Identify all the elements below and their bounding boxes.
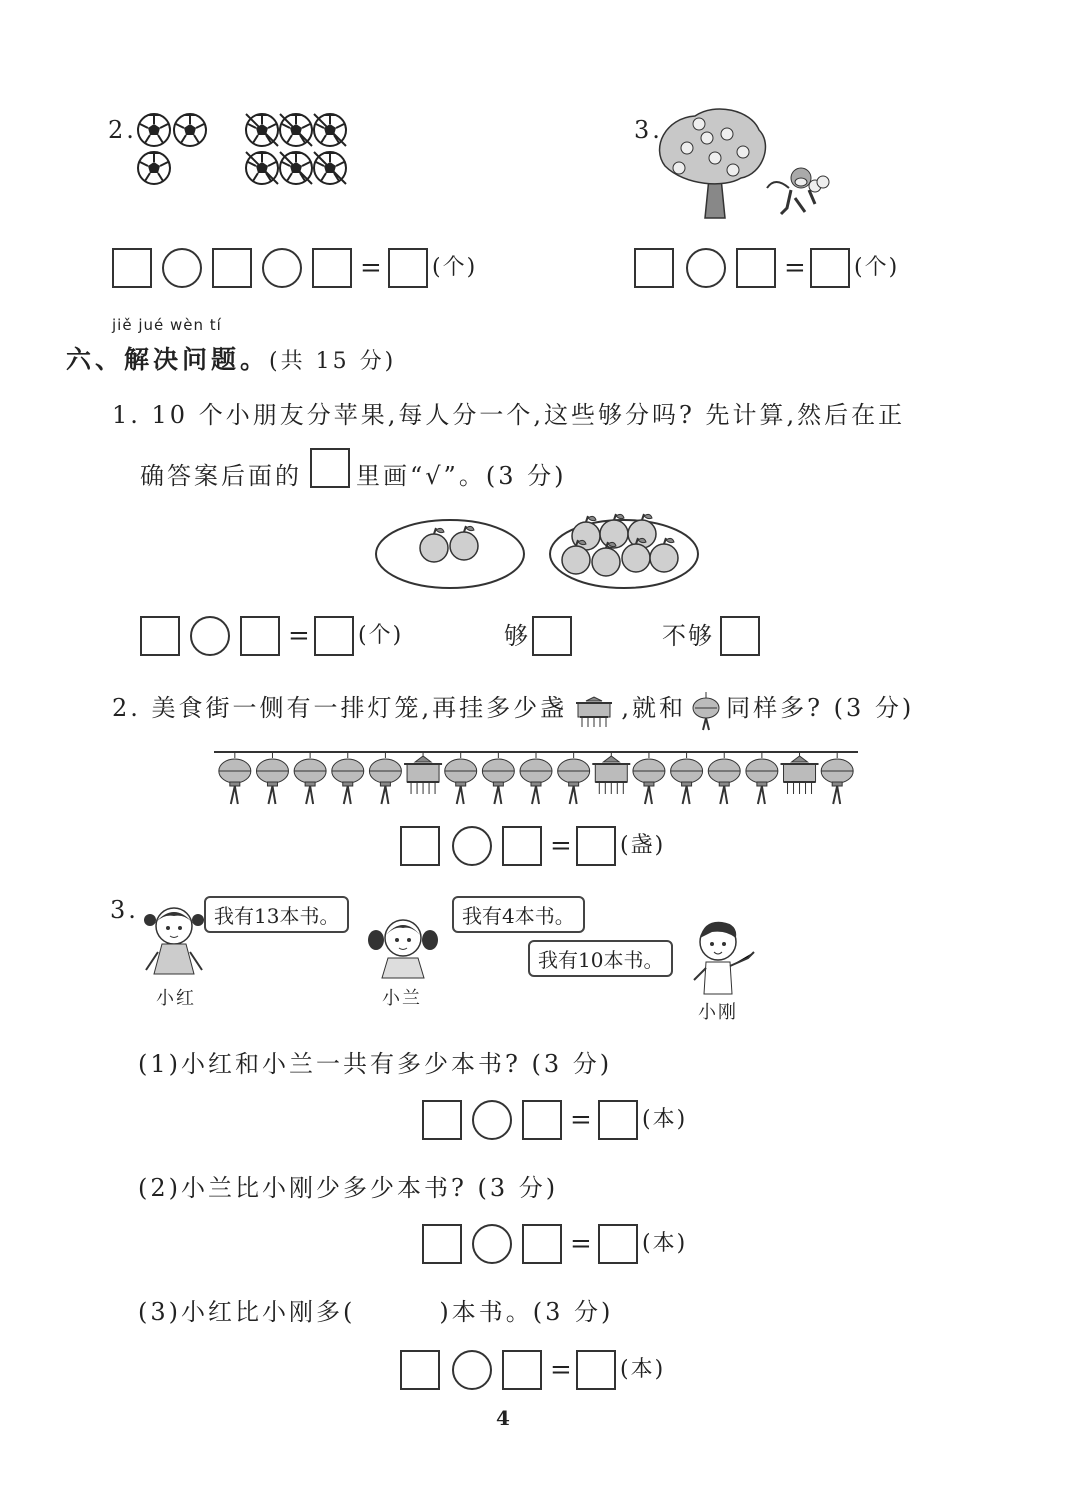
equals-sign: = xyxy=(360,253,382,283)
q3-number: 3. xyxy=(634,116,663,144)
p3-number: 3. xyxy=(110,896,139,924)
answer-box[interactable] xyxy=(240,616,280,656)
answer-box[interactable] xyxy=(576,1350,616,1390)
p1-line1: 1. 10 个小朋友分苹果,每人分一个,这些够分吗? 先计算,然后在正 xyxy=(112,401,906,429)
red-lantern-icon xyxy=(445,752,477,804)
operator-circle[interactable] xyxy=(190,616,230,656)
p2-text-c: 同样多? (3 分) xyxy=(726,694,915,722)
answer-box[interactable] xyxy=(598,1224,638,1264)
answer-box[interactable] xyxy=(634,248,674,288)
unit-label: (个) xyxy=(854,255,900,280)
p3-sub2: (2)小兰比小刚少多少本书? (3 分) xyxy=(138,1174,559,1202)
red-lantern-icon xyxy=(482,752,514,804)
p1-line2-a: 确答案后面的 xyxy=(140,462,302,490)
red-lantern-icon xyxy=(671,752,703,804)
palace-lantern-icon xyxy=(572,695,616,729)
equals-sign: = xyxy=(570,1229,592,1259)
answer-box[interactable] xyxy=(314,616,354,656)
soccer-ball-icon xyxy=(138,114,206,184)
p2-text-b: ,就和 xyxy=(621,694,686,722)
answer-box[interactable] xyxy=(576,826,616,866)
palace-lantern-icon xyxy=(404,752,442,794)
answer-box[interactable] xyxy=(522,1224,562,1264)
equals-sign: = xyxy=(550,1355,572,1385)
operator-circle[interactable] xyxy=(162,248,202,288)
section-title: 六、解决问题。 xyxy=(66,345,270,374)
apple-plates-figure xyxy=(370,512,710,592)
red-lantern-icon xyxy=(708,752,740,804)
equals-sign: = xyxy=(550,831,572,861)
section-pinyin: jiě jué wèn tí xyxy=(112,316,222,334)
answer-box[interactable] xyxy=(400,826,440,866)
p2-text-a: 2. 美食街一侧有一排灯笼,再挂多少盏 xyxy=(112,694,568,722)
unit-label: (本) xyxy=(642,1107,688,1132)
operator-circle[interactable] xyxy=(472,1100,512,1140)
equals-sign: = xyxy=(784,253,806,283)
not-enough-label: 不够 xyxy=(662,622,714,650)
operator-circle[interactable] xyxy=(686,248,726,288)
xiaolan-figure xyxy=(362,910,444,980)
not-enough-checkbox[interactable] xyxy=(720,616,760,656)
answer-box[interactable] xyxy=(212,248,252,288)
p1-line2-b: 里画“√”。(3 分) xyxy=(356,462,567,490)
apple-tree-monkey-figure xyxy=(655,108,835,223)
unit-label: (本) xyxy=(620,1357,666,1382)
tree-icon xyxy=(660,109,766,218)
palace-lantern-icon xyxy=(781,752,819,794)
checkbox-sample xyxy=(310,448,350,488)
section-heading xyxy=(66,340,396,376)
xiaohong-figure xyxy=(134,898,214,978)
operator-circle[interactable] xyxy=(262,248,302,288)
xiaolan-name: 小兰 xyxy=(382,988,422,1009)
page-number: 4 xyxy=(496,1406,510,1430)
answer-box[interactable] xyxy=(502,1350,542,1390)
red-lantern-icon xyxy=(294,752,326,804)
crossed-soccer-ball-icon xyxy=(246,114,346,184)
xiaohong-speech-bubble: 我有13本书。 xyxy=(204,896,349,933)
plate-icon xyxy=(376,520,524,588)
red-lantern-icon xyxy=(691,692,721,732)
red-lantern-icon xyxy=(821,752,853,804)
red-lantern-icon xyxy=(558,752,590,804)
answer-box[interactable] xyxy=(312,248,352,288)
answer-box[interactable] xyxy=(598,1100,638,1140)
xiaogang-name: 小刚 xyxy=(698,1002,738,1023)
answer-box[interactable] xyxy=(810,248,850,288)
red-lantern-icon xyxy=(520,752,552,804)
soccer-balls-figure xyxy=(130,108,360,188)
p3-sub3 xyxy=(138,1292,613,1327)
section-score: (共 15 分) xyxy=(269,349,397,374)
answer-box[interactable] xyxy=(502,826,542,866)
p2-question xyxy=(112,688,914,732)
unit-label: (个) xyxy=(358,623,404,648)
answer-box[interactable] xyxy=(422,1100,462,1140)
red-lantern-icon xyxy=(256,752,288,804)
answer-box[interactable] xyxy=(112,248,152,288)
red-lantern-icon xyxy=(219,752,251,804)
unit-label: (个) xyxy=(432,255,478,280)
equals-sign: = xyxy=(570,1105,592,1135)
p3-sub3-a: (3)小红比小刚多( xyxy=(138,1298,356,1326)
unit-label: (本) xyxy=(642,1231,688,1256)
answer-box[interactable] xyxy=(422,1224,462,1264)
operator-circle[interactable] xyxy=(452,1350,492,1390)
xiaohong-name: 小红 xyxy=(156,988,196,1009)
p3-sub3-b: )本书。(3 分) xyxy=(439,1298,614,1326)
enough-label: 够 xyxy=(504,622,530,650)
red-lantern-icon xyxy=(332,752,364,804)
q2-number: 2. xyxy=(108,116,137,144)
operator-circle[interactable] xyxy=(472,1224,512,1264)
operator-circle[interactable] xyxy=(452,826,492,866)
answer-box[interactable] xyxy=(140,616,180,656)
answer-box[interactable] xyxy=(522,1100,562,1140)
lantern-row-figure xyxy=(210,744,862,810)
red-lantern-icon xyxy=(369,752,401,804)
xiaogang-speech-bubble: 我有10本书。 xyxy=(528,940,673,977)
answer-box[interactable] xyxy=(736,248,776,288)
unit-label: (盏) xyxy=(620,833,666,858)
red-lantern-icon xyxy=(746,752,778,804)
xiaolan-speech-bubble: 我有4本书。 xyxy=(452,896,585,933)
xiaogang-figure xyxy=(682,914,762,996)
red-lantern-icon xyxy=(633,752,665,804)
answer-box[interactable] xyxy=(400,1350,440,1390)
equals-sign: = xyxy=(288,621,310,651)
enough-checkbox[interactable] xyxy=(532,616,572,656)
p3-sub1: (1)小红和小兰一共有多少本书? (3 分) xyxy=(138,1050,613,1078)
answer-box[interactable] xyxy=(388,248,428,288)
palace-lantern-icon xyxy=(592,752,630,794)
monkey-icon xyxy=(767,168,829,214)
